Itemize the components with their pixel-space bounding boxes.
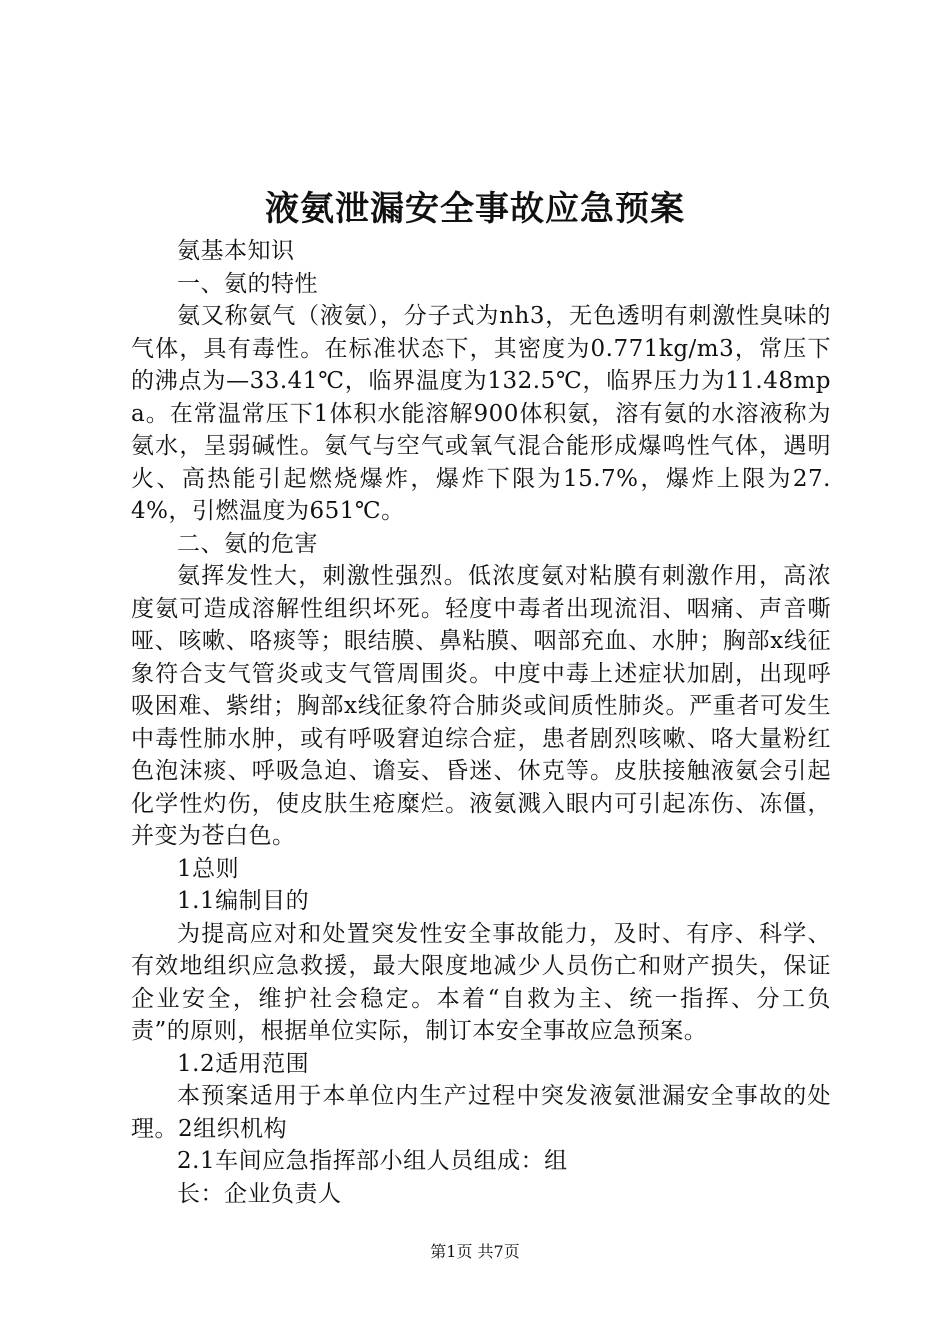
paragraph-ammonia-hazards: 氨挥发性大，刺激性强烈。低浓度氨对粘膜有刺激作用，高浓度氨可造成溶解性组织坏死。轻度中毒者出现流泪、咽痛、声音嘶哑、咳嗽、咯痰等；眼结膜、鼻粘膜、咽部充血、水肿；胸部x线征象符合支气管炎或支气管周围炎。中度中毒上述症状加剧，出现呼吸困难、紫绀；胸部x线征象符合肺炎或间质性肺炎。严重者可发生中毒性肺水肿，或有呼吸窘迫综合症，患者剧烈咳嗽、咯大量粉红色泡沫痰、呼吸急迫、谵妄、昏迷、休克等。皮肤接触液氨会引起化学性灼伤，使皮肤生疮糜烂。液氨溅入眼内可引起冻伤、冻僵，并变为苍白色。 <box>131 563 831 849</box>
heading-scope: 1.2适用范围 <box>177 1050 310 1077</box>
paragraph-ammonia-basics: 氨基本知识 <box>177 238 295 264</box>
paragraph-team-leader: 长：企业负责人 <box>177 1180 342 1207</box>
heading-purpose: 1.1编制目的 <box>177 888 310 914</box>
paragraph-purpose: 为提高应对和处置突发性安全事故能力，及时、有序、科学、有效地组织应急救援，最大限度地减少人员伤亡和财产损失，保证企业安全，维护社会稳定。本着“自救为主、统一指挥、分工负责”的原则，根据单位实际，制订本安全事故应急预案。 <box>131 920 831 1044</box>
heading-general-principles: 1总则 <box>177 855 240 882</box>
heading-ammonia-properties: 一、氨的特性 <box>177 270 318 297</box>
document-body <box>131 235 831 1210</box>
document-title: 液氨泄漏安全事故应急预案 <box>265 189 685 229</box>
page-footer: 第1页 共7页 <box>430 1242 520 1261</box>
heading-ammonia-hazards: 二、氨的危害 <box>177 530 318 557</box>
paragraph-scope: 本预案适用于本单位内生产过程中突发液氨泄漏安全事故的处理。2组织机构 <box>131 1083 831 1142</box>
paragraph-team-composition: 2.1车间应急指挥部小组人员组成：组 <box>177 1148 568 1174</box>
paragraph-ammonia-properties: 氨又称氨气（液氨），分子式为nh3，无色透明有刺激性臭味的气体，具有毒性。在标准状态下，其密度为0.771kg/m3，常压下的沸点为—33.41℃，临界温度为132.5℃，临界压力为11.48mpa。在常温常压下1体积水能溶解900体积氨，溶有氨的水溶液称为氨水，呈弱碱性。氨气与空气或氧气混合能形成爆鸣性气体，遇明火、高热能引起燃烧爆炸，爆炸下限为15.7%，爆炸上限为27.4%，引燃温度为651℃。 <box>131 303 831 524</box>
